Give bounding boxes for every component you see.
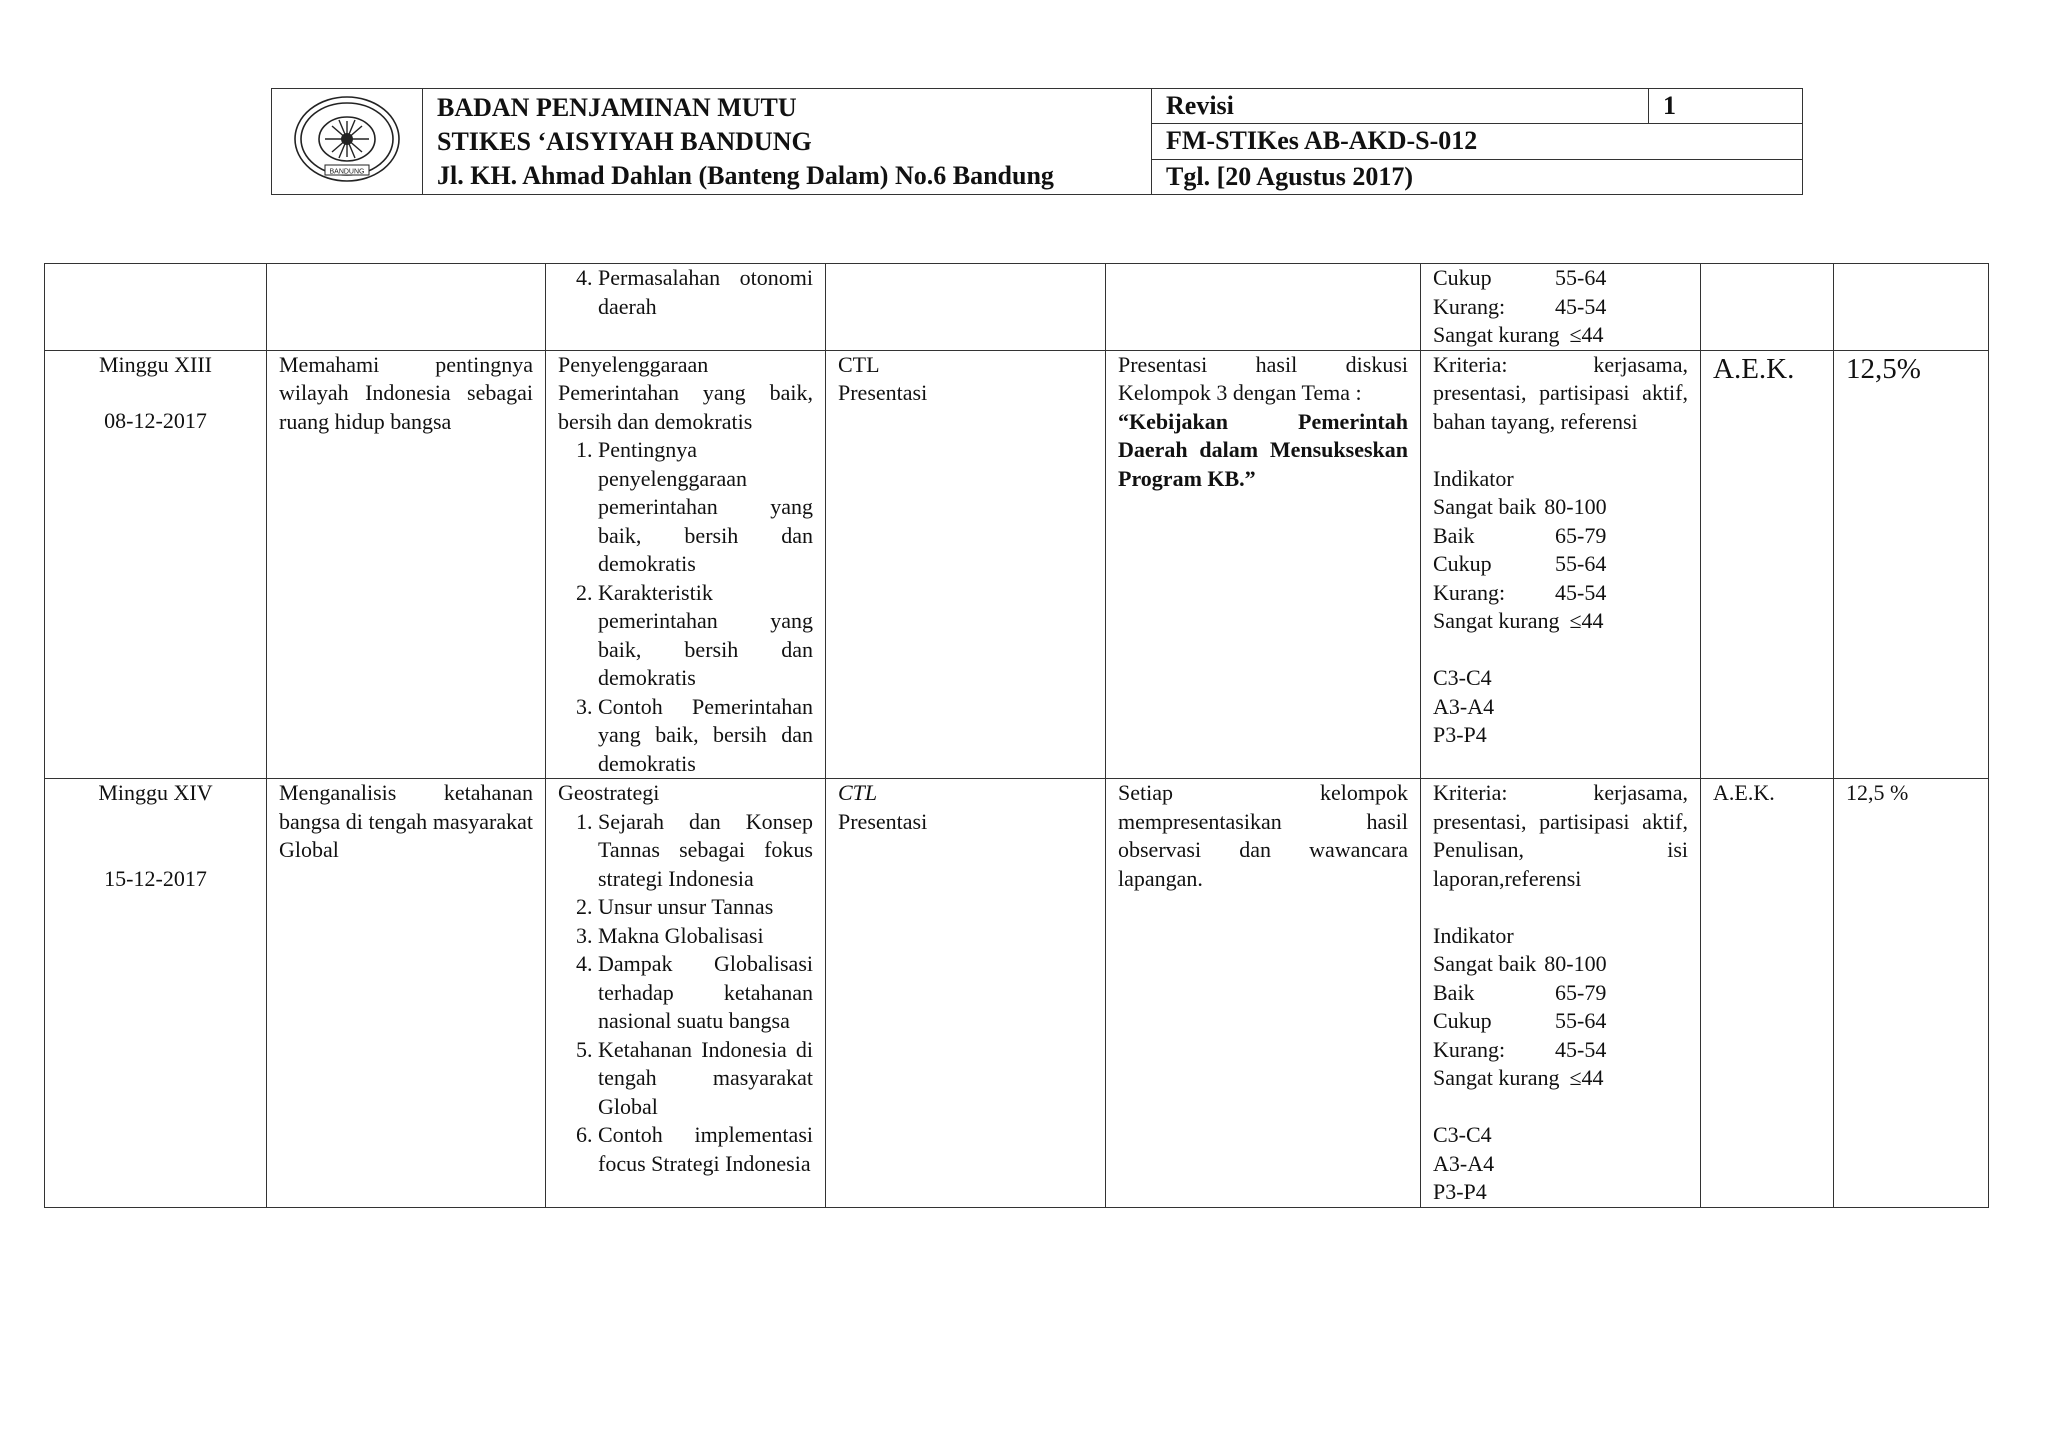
- indicator-row: Cukup 55-64: [1433, 265, 1607, 290]
- weight-cell: [1834, 264, 1989, 351]
- material-cell: [546, 350, 826, 779]
- document-header: [271, 88, 1803, 195]
- week-label: Minggu XIV: [98, 780, 213, 805]
- topic-list: [558, 808, 813, 1179]
- institution-logo: [289, 93, 405, 185]
- form-code: FM-STIKes AB-AKD-S-012: [1152, 124, 1803, 159]
- school-name: STIKES ‘AISYIYAH BANDUNG: [437, 126, 812, 156]
- indicator-row: Kurang: 45-54: [1433, 579, 1607, 605]
- institution-name: BADAN PENJAMINAN MUTU: [437, 92, 797, 122]
- indicator-row: Kurang: 45-54: [1433, 293, 1607, 319]
- list-item: 5. Ketahanan Indonesia di tengah masyarakat Global: [598, 1036, 813, 1122]
- revisi-label: Revisi: [1152, 89, 1649, 124]
- indicator-row: Sangat kurang ≤44: [1433, 322, 1604, 347]
- method-ctl: CTL: [838, 780, 878, 805]
- task-theme: “Kebijakan Pemerintah Daerah dalam Mensukseskan Program KB.”: [1118, 408, 1408, 491]
- task-cell: Setiap kelompok mempresentasikan hasil observasi dan wawancara lapangan.: [1106, 779, 1421, 1208]
- week-date: 08-12-2017: [104, 408, 207, 433]
- indicator-row: Cukup 55-64: [1433, 1008, 1607, 1033]
- method-cell: [826, 350, 1106, 779]
- method-presentation: Presentasi: [838, 808, 928, 834]
- indicator-row: Kurang: 45-54: [1433, 1036, 1607, 1062]
- criteria-text: Kriteria: kerjasama, presentasi, partisipasi aktif, Penulisan, isi laporan,referensi: [1433, 780, 1688, 891]
- list-item: 6. Contoh implementasi focus Strategi Indonesia: [598, 1121, 813, 1178]
- method-cell: [826, 779, 1106, 1208]
- indicator-row: Sangat kurang ≤44: [1433, 1065, 1604, 1090]
- table-row: [45, 264, 1989, 351]
- topic-list: [558, 436, 813, 778]
- week-date: 15-12-2017: [104, 865, 207, 891]
- indicator-row: Baik 65-79: [1433, 522, 1607, 548]
- method-presentation: Presentasi: [838, 380, 928, 405]
- list-item: 1. Sejarah dan Konsep Tannas sebagai fokus strategi Indonesia: [598, 808, 813, 894]
- method-ctl: CTL: [838, 351, 880, 377]
- week-label: Minggu XIII: [98, 351, 213, 377]
- list-item: 1. Pentingnya penyelenggaraan pemerintahan yang baik, bersih dan demokratis: [598, 436, 813, 579]
- indicator-row: Sangat baik 80-100: [1433, 951, 1607, 976]
- weight-cell: 12,5%: [1834, 350, 1989, 779]
- document-date: Tgl. [20 Agustus 2017): [1152, 159, 1803, 194]
- task-cell: [1106, 350, 1421, 779]
- list-item: 3. Makna Globalisasi: [598, 922, 813, 951]
- revisi-value: 1: [1649, 89, 1803, 124]
- school-address: Jl. KH. Ahmad Dahlan (Banteng Dalam) No.6 Bandung: [437, 160, 1054, 190]
- list-item: 2. Unsur unsur Tannas: [598, 893, 813, 922]
- material-title: Geostrategi: [558, 780, 660, 805]
- competency-cell: Menganalisis ketahanan bangsa di tengah masyarakat Global: [267, 779, 546, 1208]
- indicator-title: Indikator: [1433, 465, 1514, 491]
- competency-cell: [267, 264, 546, 351]
- level-item: C3-C4: [1433, 1122, 1492, 1147]
- institution-block: [423, 89, 1152, 195]
- weight-cell: 12,5 %: [1834, 779, 1989, 1208]
- week-cell: [45, 779, 267, 1208]
- list-item: 3. Contoh Pemerintahan yang baik, bersih dan demokratis: [598, 693, 813, 779]
- material-cell: [546, 264, 826, 351]
- table-row: [45, 350, 1989, 779]
- list-item: 2. Karakteristik pemerintahan yang baik, bersih dan demokratis: [598, 579, 813, 693]
- indicator-row: Sangat kurang ≤44: [1433, 608, 1604, 633]
- week-cell: [45, 264, 267, 351]
- method-cell: [826, 264, 1106, 351]
- level-item: A3-A4: [1433, 693, 1495, 719]
- assessment-cell: [1421, 264, 1701, 351]
- task-intro: Presentasi hasil diskusi Kelompok 3 dengan Tema :: [1118, 351, 1408, 405]
- logo-cell: [272, 89, 423, 195]
- criteria-text: Kriteria: kerjasama, presentasi, partisipasi aktif, bahan tayang, referensi: [1433, 351, 1688, 434]
- competency-cell: Memahami pentingnya wilayah Indonesia sebagai ruang hidup bangsa: [267, 350, 546, 779]
- list-item: 4. Dampak Globalisasi terhadap ketahanan nasional suatu bangsa: [598, 950, 813, 1036]
- material-cell: [546, 779, 826, 1208]
- indicator-row: Baik 65-79: [1433, 979, 1607, 1005]
- assessment-cell: [1421, 350, 1701, 779]
- assessment-cell: [1421, 779, 1701, 1208]
- level-item: A3-A4: [1433, 1150, 1495, 1176]
- table-row: [45, 779, 1989, 1208]
- material-title: Penyelenggaraan Pemerintahan yang baik, bersih dan demokratis: [558, 351, 813, 434]
- level-item: P3-P4: [1433, 1179, 1487, 1204]
- syllabus-table: [44, 263, 1989, 1208]
- svg-text:BANDUNG: BANDUNG: [329, 168, 365, 176]
- week-cell: [45, 350, 267, 779]
- task-cell: [1106, 264, 1421, 351]
- level-item: P3-P4: [1433, 722, 1487, 747]
- topic-list: [558, 264, 813, 321]
- list-item: 4. Permasalahan otonomi daerah: [598, 264, 813, 321]
- reference-cell: A.E.K.: [1701, 779, 1834, 1208]
- reference-cell: [1701, 264, 1834, 351]
- reference-cell: A.E.K.: [1701, 350, 1834, 779]
- level-item: C3-C4: [1433, 665, 1492, 690]
- indicator-title: Indikator: [1433, 922, 1514, 948]
- indicator-row: Sangat baik 80-100: [1433, 494, 1607, 519]
- indicator-row: Cukup 55-64: [1433, 551, 1607, 576]
